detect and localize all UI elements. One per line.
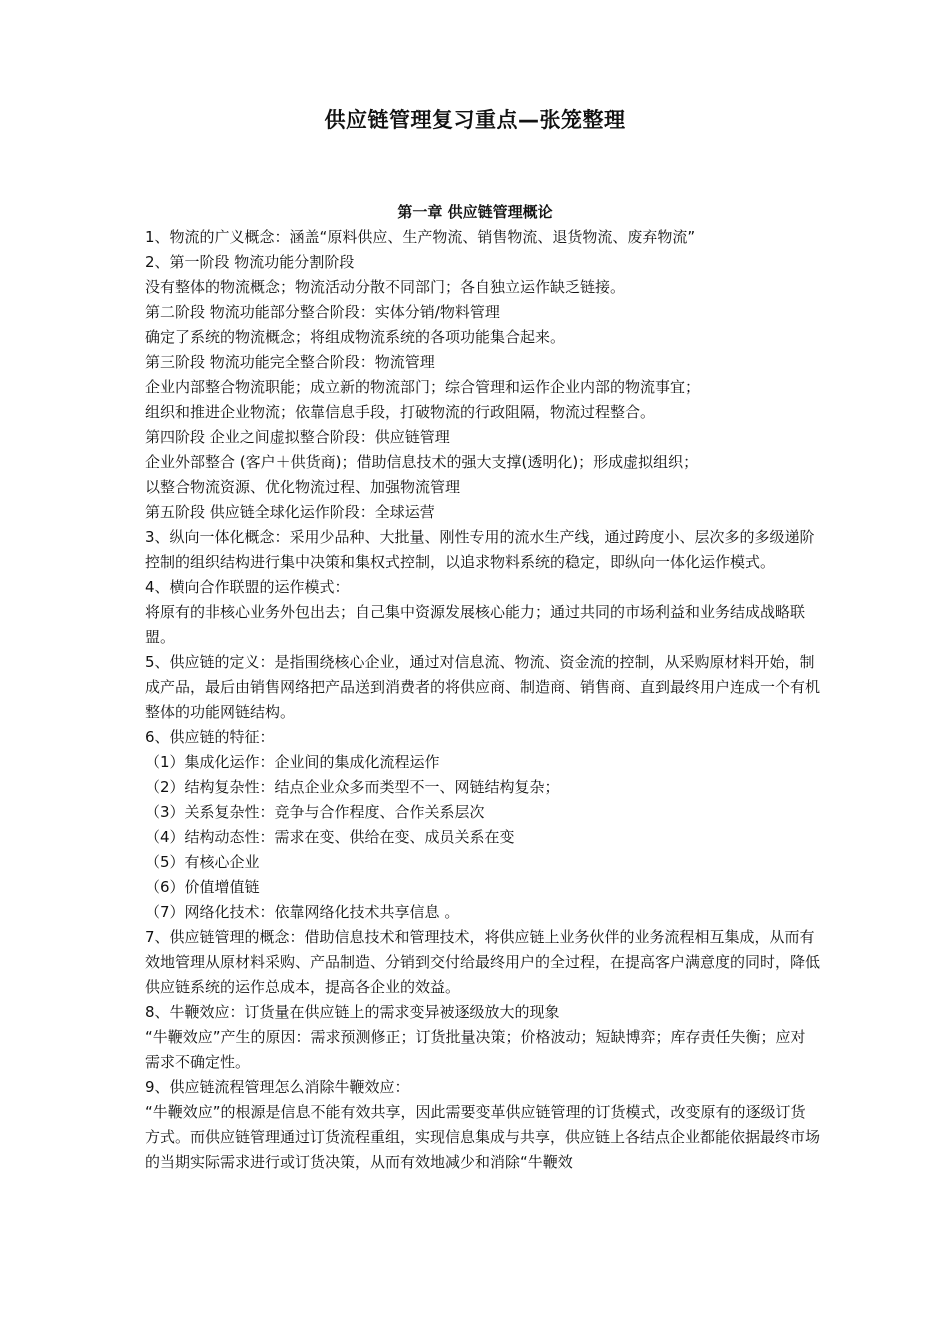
paragraph: （2）结构复杂性：结点企业众多而类型不一、网链结构复杂； [145, 778, 560, 796]
paragraph: 8、牛鞭效应：订货量在供应链上的需求变异被逐级放大的现象 [145, 1003, 560, 1021]
paragraph: 第五阶段 供应链全球化运作阶段：全球运营 [145, 503, 435, 521]
document-body [145, 225, 820, 1175]
paragraph: 7、供应链管理的概念：借助信息技术和管理技术，将供应链上业务伙伴的业务流程相互集成，从而有效地管理从原材料采购、产品制造、分销到交付给最终用户的全过程，在提高客户满意度的同时，降低供应链系统的运作总成本，提高各企业的效益。 [145, 928, 821, 996]
paragraph: （1）集成化运作：企业间的集成化流程运作 [145, 753, 440, 771]
paragraph: （4）结构动态性：需求在变、供给在变、成员关系在变 [145, 828, 515, 846]
paragraph: “牛鞭效应”产生的原因：需求预测修正；订货批量决策；价格波动；短缺博弈；库存责任失衡；应对需求不确定性。 [145, 1028, 806, 1071]
paragraph: “牛鞭效应”的根源是信息不能有效共享，因此需要变革供应链管理的订货模式，改变原有的逐级订货方式。而供应链管理通过订货流程重组，实现信息集成与共享，供应链上各结点企业都能依据最终市场的当期实际需求进行或订货决策，从而有效地减少和消除“牛鞭效 [145, 1103, 821, 1171]
paragraph: （7）网络化技术：依靠网络化技术共享信息 。 [145, 903, 460, 921]
paragraph: 企业内部整合物流职能；成立新的物流部门；综合管理和运作企业内部的物流事宜； [145, 378, 701, 396]
document-title: 供应链管理复习重点—张笼整理 [324, 108, 626, 132]
chapter-heading: 第一章 供应链管理概论 [397, 203, 553, 221]
paragraph: 1、物流的广义概念：涵盖“原料供应、生产物流、销售物流、退货物流、废弃物流” [145, 228, 696, 246]
paragraph: 9、供应链流程管理怎么消除牛鞭效应： [145, 1078, 410, 1096]
paragraph: 2、第一阶段 物流功能分割阶段 [145, 253, 355, 271]
paragraph: 组织和推进企业物流；依靠信息手段，打破物流的行政阻隔，物流过程整合。 [145, 403, 656, 421]
paragraph: 5、供应链的定义：是指围绕核心企业，通过对信息流、物流、资金流的控制，从采购原材料开始，制成产品，最后由销售网络把产品送到消费者的将供应商、制造商、销售商、直到最终用户连成一个有机整体的功能网链结构。 [145, 653, 821, 721]
paragraph: 第四阶段 企业之间虚拟整合阶段：供应链管理 [145, 428, 450, 446]
paragraph: （5）有核心企业 [145, 853, 260, 871]
paragraph: 3、纵向一体化概念：采用少品种、大批量、刚性专用的流水生产线，通过跨度小、层次多的多级递阶控制的组织结构进行集中决策和集权式控制，以追求物料系统的稳定，即纵向一体化运作模式。 [145, 528, 815, 571]
paragraph: （6）价值增值链 [145, 878, 260, 896]
paragraph: 第二阶段 物流功能部分整合阶段：实体分销/物料管理 [145, 303, 500, 321]
paragraph: （3）关系复杂性：竞争与合作程度、合作关系层次 [145, 803, 485, 821]
paragraph: 第三阶段 物流功能完全整合阶段：物流管理 [145, 353, 435, 371]
paragraph: 将原有的非核心业务外包出去；自己集中资源发展核心能力；通过共同的市场利益和业务结成战略联盟。 [145, 603, 806, 646]
paragraph: 确定了系统的物流概念；将组成物流系统的各项功能集合起来。 [145, 328, 566, 346]
paragraph: 企业外部整合 (客户＋供货商)；借助信息技术的强大支撑(透明化)；形成虚拟组织； [145, 453, 699, 471]
paragraph: 4、横向合作联盟的运作模式： [145, 578, 350, 596]
paragraph: 6、供应链的特征： [145, 728, 275, 746]
paragraph: 以整合物流资源、优化物流过程、加强物流管理 [145, 478, 461, 496]
paragraph: 没有整体的物流概念；物流活动分散不同部门；各自独立运作缺乏链接。 [145, 278, 626, 296]
